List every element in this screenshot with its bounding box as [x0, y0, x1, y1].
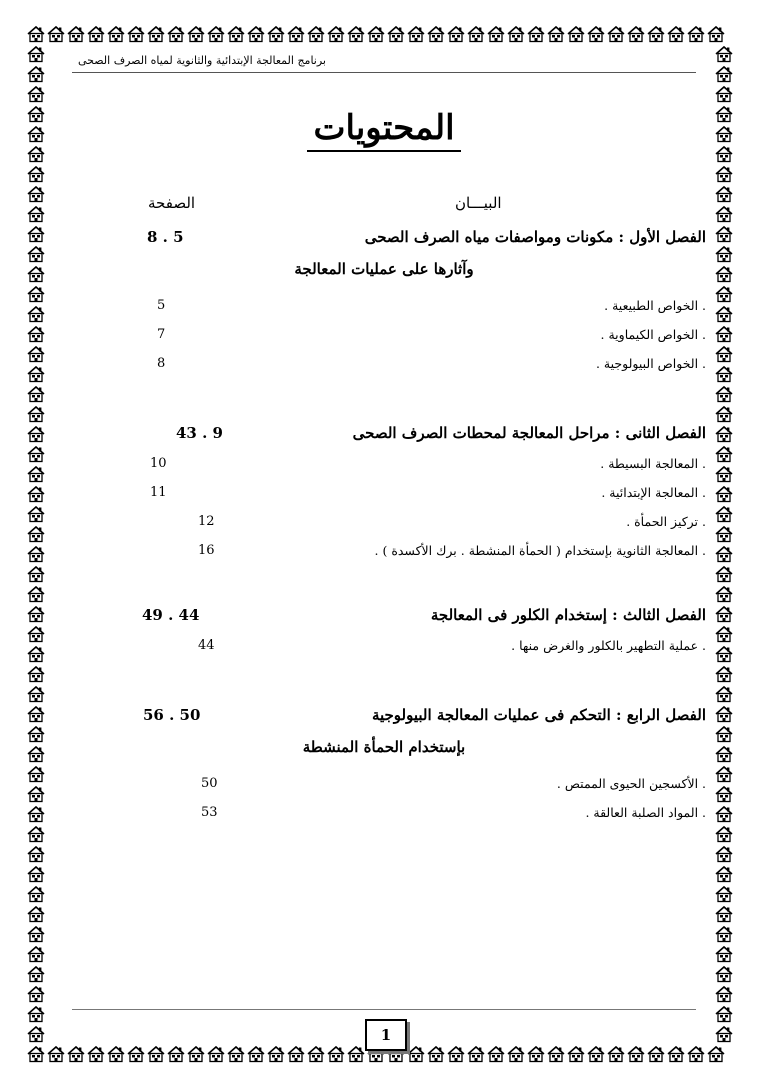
house-icon	[27, 865, 45, 883]
house-icon	[267, 25, 285, 43]
chapter-4-subtitle: بإستخدام الحمأة المنشطة	[302, 738, 466, 756]
house-icon	[47, 1045, 65, 1063]
house-icon	[27, 585, 45, 603]
house-icon	[27, 565, 45, 583]
house-icon	[567, 25, 585, 43]
house-icon	[307, 25, 325, 43]
running-header	[72, 52, 696, 73]
house-icon	[27, 785, 45, 803]
house-icon	[27, 445, 45, 463]
house-icon	[667, 25, 685, 43]
house-icon	[527, 1045, 545, 1063]
house-icon	[715, 925, 733, 943]
toc-item-page: 53	[201, 805, 218, 820]
house-icon	[67, 1045, 85, 1063]
house-icon	[247, 25, 265, 43]
toc-item: . المواد الصلبة العالقة .	[585, 805, 706, 820]
house-icon	[547, 25, 565, 43]
toc-item-page: 12	[198, 514, 215, 529]
house-icon	[87, 1045, 105, 1063]
house-icon	[147, 1045, 165, 1063]
house-icon	[27, 225, 45, 243]
house-icon	[715, 785, 733, 803]
house-icon	[27, 385, 45, 403]
house-icon	[715, 185, 733, 203]
house-icon	[715, 705, 733, 723]
house-icon	[87, 25, 105, 43]
house-icon	[715, 85, 733, 103]
house-icon	[715, 165, 733, 183]
house-icon	[27, 805, 45, 823]
toc-item: . الخواص الكيماوية .	[600, 327, 706, 342]
page-title	[0, 108, 768, 152]
house-icon	[715, 945, 733, 963]
house-icon	[715, 285, 733, 303]
house-icon	[27, 485, 45, 503]
house-icon	[27, 345, 45, 363]
house-icon	[715, 865, 733, 883]
house-icon	[347, 25, 365, 43]
house-icon	[27, 165, 45, 183]
toc-item-page: 16	[198, 543, 215, 558]
house-icon	[715, 585, 733, 603]
house-icon	[27, 85, 45, 103]
chapter-2-title: الفصل الثانى : مراحل المعالجة لمحطات الصرف الصحى	[352, 424, 706, 442]
toc-item: . الأكسجين الحيوى الممتص .	[556, 776, 706, 791]
house-icon	[667, 1045, 685, 1063]
chapter-1-title: الفصل الأول : مكونات ومواصفات مياه الصرف الصحى	[364, 228, 706, 246]
page-border-right	[714, 44, 734, 1044]
house-icon	[27, 605, 45, 623]
house-icon	[507, 1045, 525, 1063]
house-icon	[287, 25, 305, 43]
house-icon	[487, 25, 505, 43]
house-icon	[367, 25, 385, 43]
house-icon	[27, 285, 45, 303]
page-number: 1	[365, 1019, 407, 1051]
house-icon	[715, 1005, 733, 1023]
page-border-left	[26, 44, 46, 1044]
house-icon	[527, 25, 545, 43]
footer-rule	[72, 1009, 696, 1010]
house-icon	[27, 765, 45, 783]
house-icon	[27, 185, 45, 203]
toc-item-page: 44	[198, 638, 215, 653]
chapter-2-range: 43 . 9	[176, 424, 223, 442]
house-icon	[107, 25, 125, 43]
house-icon	[427, 25, 445, 43]
house-icon	[715, 405, 733, 423]
house-icon	[207, 1045, 225, 1063]
house-icon	[27, 985, 45, 1003]
toc-item-page: 50	[201, 776, 218, 791]
toc-item: . المعالجة الإبتدائية .	[601, 485, 706, 500]
house-icon	[187, 25, 205, 43]
house-icon	[715, 805, 733, 823]
house-icon	[707, 25, 725, 43]
house-icon	[327, 25, 345, 43]
house-icon	[27, 545, 45, 563]
house-icon	[627, 1045, 645, 1063]
house-icon	[715, 385, 733, 403]
house-icon	[127, 1045, 145, 1063]
house-icon	[715, 765, 733, 783]
house-icon	[467, 25, 485, 43]
house-icon	[715, 365, 733, 383]
house-icon	[27, 625, 45, 643]
house-icon	[487, 1045, 505, 1063]
house-icon	[715, 985, 733, 1003]
house-icon	[715, 485, 733, 503]
chapter-1-range: 8 . 5	[147, 228, 184, 246]
page-title-text: المحتويات	[307, 108, 460, 152]
house-icon	[287, 1045, 305, 1063]
house-icon	[27, 925, 45, 943]
house-icon	[27, 885, 45, 903]
house-icon	[427, 1045, 445, 1063]
house-icon	[327, 1045, 345, 1063]
house-icon	[567, 1045, 585, 1063]
chapter-3-range: 49 . 44	[142, 606, 200, 624]
house-icon	[715, 965, 733, 983]
toc-item: . المعالجة البسيطة .	[600, 456, 706, 471]
toc-item-page: 11	[150, 485, 167, 500]
toc-item-page: 8	[157, 356, 166, 371]
house-icon	[715, 885, 733, 903]
house-icon	[27, 665, 45, 683]
toc-item-page: 7	[157, 327, 166, 342]
house-icon	[27, 965, 45, 983]
house-icon	[715, 525, 733, 543]
house-icon	[27, 425, 45, 443]
house-icon	[167, 1045, 185, 1063]
chapter-3-title: الفصل الثالث : إستخدام الكلور فى المعالجة	[430, 606, 706, 624]
house-icon	[627, 25, 645, 43]
house-icon	[27, 645, 45, 663]
house-icon	[227, 25, 245, 43]
house-icon	[27, 65, 45, 83]
house-icon	[27, 825, 45, 843]
house-icon	[27, 505, 45, 523]
house-icon	[27, 845, 45, 863]
chapter-1-subtitle: وآثارها على عمليات المعالجة	[294, 260, 474, 278]
house-icon	[715, 1025, 733, 1043]
house-icon	[647, 25, 665, 43]
house-icon	[147, 25, 165, 43]
house-icon	[27, 405, 45, 423]
toc-item-page: 5	[157, 298, 166, 313]
house-icon	[587, 1045, 605, 1063]
house-icon	[27, 525, 45, 543]
house-icon	[67, 25, 85, 43]
house-icon	[507, 25, 525, 43]
house-icon	[227, 1045, 245, 1063]
house-icon	[27, 945, 45, 963]
house-icon	[587, 25, 605, 43]
page-border-top	[26, 24, 734, 44]
house-icon	[167, 25, 185, 43]
house-icon	[407, 1045, 425, 1063]
house-icon	[27, 1005, 45, 1023]
house-icon	[347, 1045, 365, 1063]
house-icon	[27, 205, 45, 223]
toc-item: . الخواص الطبيعية .	[604, 298, 706, 313]
house-icon	[307, 1045, 325, 1063]
chapter-4-title: الفصل الرابع : التحكم فى عمليات المعالجة البيولوجية	[371, 706, 706, 724]
column-header-page: الصفحة	[148, 194, 196, 212]
house-icon	[407, 25, 425, 43]
house-icon	[27, 705, 45, 723]
house-icon	[715, 45, 733, 63]
house-icon	[27, 1025, 45, 1043]
house-icon	[715, 825, 733, 843]
toc-item-page: 10	[150, 456, 167, 471]
house-icon	[207, 25, 225, 43]
house-icon	[607, 1045, 625, 1063]
toc-item: . الخواص البيولوجية .	[595, 356, 706, 371]
house-icon	[267, 1045, 285, 1063]
house-icon	[715, 545, 733, 563]
house-icon	[27, 685, 45, 703]
house-icon	[447, 1045, 465, 1063]
house-icon	[715, 645, 733, 663]
house-icon	[715, 425, 733, 443]
house-icon	[127, 25, 145, 43]
toc-item: . تركيز الحمأة .	[626, 514, 706, 529]
house-icon	[607, 25, 625, 43]
house-icon	[387, 25, 405, 43]
house-icon	[715, 505, 733, 523]
house-icon	[27, 365, 45, 383]
house-icon	[27, 305, 45, 323]
house-icon	[707, 1045, 725, 1063]
header-text: برنامج المعالجة الإبتدائية والثانوية لمياه الصرف الصحى	[78, 54, 326, 67]
column-header-description: البيـــان	[455, 194, 502, 212]
house-icon	[715, 605, 733, 623]
house-icon	[715, 685, 733, 703]
toc-item: . المعالجة الثانوية بإستخدام ( الحمأة المنشطة . برك الأكسدة ) .	[374, 543, 706, 558]
house-icon	[107, 1045, 125, 1063]
house-icon	[247, 1045, 265, 1063]
house-icon	[715, 665, 733, 683]
house-icon	[715, 905, 733, 923]
house-icon	[715, 465, 733, 483]
house-icon	[687, 25, 705, 43]
house-icon	[547, 1045, 565, 1063]
house-icon	[715, 625, 733, 643]
house-icon	[27, 325, 45, 343]
house-icon	[715, 845, 733, 863]
house-icon	[187, 1045, 205, 1063]
house-icon	[715, 325, 733, 343]
house-icon	[27, 45, 45, 63]
house-icon	[467, 1045, 485, 1063]
house-icon	[715, 345, 733, 363]
house-icon	[715, 445, 733, 463]
house-icon	[687, 1045, 705, 1063]
house-icon	[715, 305, 733, 323]
house-icon	[27, 25, 45, 43]
house-icon	[27, 1045, 45, 1063]
house-icon	[715, 225, 733, 243]
house-icon	[47, 25, 65, 43]
house-icon	[715, 565, 733, 583]
house-icon	[27, 905, 45, 923]
toc-item: . عملية التطهير بالكلور والغرض منها .	[511, 638, 706, 653]
house-icon	[715, 205, 733, 223]
house-icon	[447, 25, 465, 43]
chapter-4-range: 56 . 50	[143, 706, 201, 724]
house-icon	[27, 465, 45, 483]
house-icon	[647, 1045, 665, 1063]
house-icon	[715, 65, 733, 83]
